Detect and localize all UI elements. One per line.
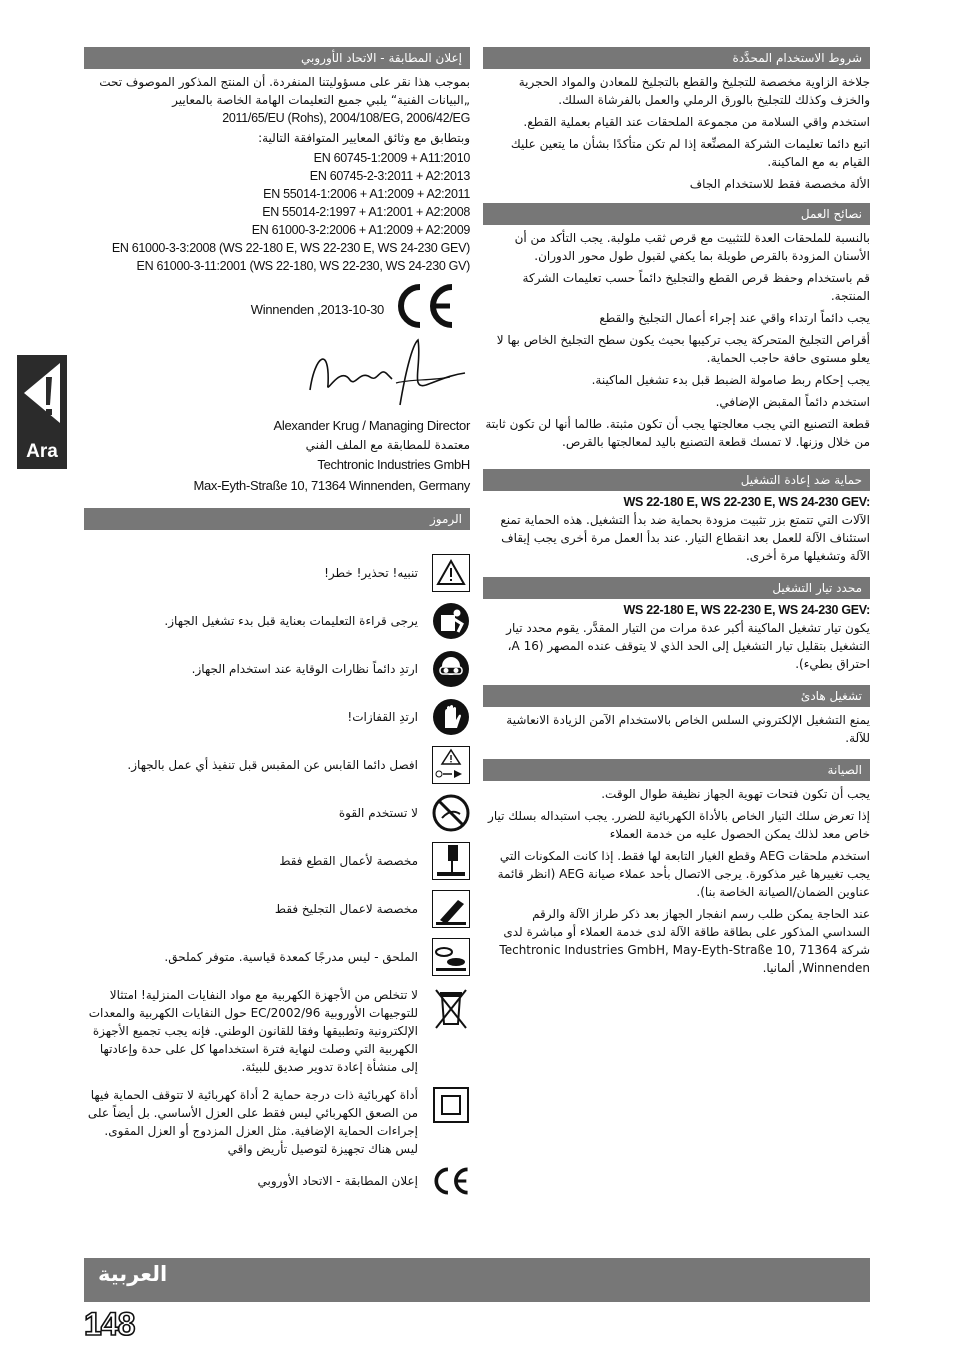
symbol-text: لا تستخدم القوة: [338, 806, 418, 820]
symbol-row: [84, 1162, 470, 1200]
safety-goggles-icon: [432, 650, 470, 688]
soft-start-text: يمنع التشغيل الإلكتروني السلس الخاص بالاستخدام الآمن الزيادة الانعاشية للآلة.: [506, 713, 870, 745]
maintenance-para: عند الحاجة يمكن طلب رسم انفجار الجهاز بعد ذكر طراز الآلة والرقم السداسي المذكور على بطاقة طاقة الآلة لدى خدمة العملاء أو مباشرة لدى شركة Techtronic Industries GmbH, May-Eyth-Straße 10, 71364 Winnenden, ألمانيا.: [499, 907, 870, 975]
work-tip: قطعة التصنيع التي يجب معالجتها يجب أن تكون مثبتة. طالما أنها لن تكون ثابتة من خلال وزنها. لا تمسك قطعة التصنيع باليد لمعالجتها بالقرص.: [485, 417, 870, 449]
intended-use-header: شروط الاستخدام المحدَّدة: [483, 47, 870, 69]
maintenance-para: يجب أن تكون فتحات تهوية الجهاز نظيفة طوال الوقت.: [601, 787, 870, 801]
work-tips-header: نصائح العمل: [483, 203, 870, 225]
intended-use-para: جلاخة الزاوية مخصصة للتجليخ والقطع بالتجليخ للمعادن والمواد الحجرية والخزف وكذلك للتجليخ بالورق الرملي والعمل بالفرشاة السلك.: [518, 75, 870, 107]
current-limiter-header: محدد تيار التشغيل: [483, 577, 870, 599]
right-column: [483, 47, 870, 977]
restart-models: WS 22-180 E, WS 22-230 E, WS 24-230 GEV:: [623, 495, 870, 509]
current-limiter-text: يكون تيار تشغيل الماكينة أكبر عدة مرات من التيار المقدَّر. يقوم محدد تيار التشغيل بتقليل تيار التشغيل إلى الحد الذي لا يتوقف عنده المصهر (16 A، احتراق بطيء).: [506, 621, 870, 671]
work-tip: يجب إحكام ربط صامولة الضبط قبل بدء تشغيل الماكينة.: [591, 373, 870, 387]
ce-mark-icon: [394, 283, 456, 329]
declaration-intro: بموجب هذا نقر على مسؤوليتنا المنفردة. أن المنتج المذكور الموصوف تحت „البيانات الفنية“ يلبي جميع التعليمات الهامة الخاصة بالمعايير: [99, 75, 470, 107]
symbol-row: [84, 1086, 470, 1158]
symbol-row: [84, 602, 470, 640]
symbol-text: تنبيه! تحذير! خطر!: [324, 566, 418, 580]
symbol-text: لا تتخلص من الأجهزة الكهربية مع مواد النفايات المنزلية! امتثالا للتوجيهات الأوروبية EC/2002/96 حول النفايات الكهربية والمعدات الإلكترونية وتطبيقها وفقا للقانون الوطني. فإنه يجب تجميع الأجهزة الكهربية التي وصلت لنهاية فترة استخدامها كل على حدة وإعادتها إلى منشأة إعادة تدوير صديق للبيئة.: [88, 988, 418, 1074]
symbol-text: أداة كهربائية ذات درجة حماية 2 أداة كهربائية لا تتوقف الحماية فيها من الصعق الكهربائي ليس فقط على العزل الأساسي. بل أيضاً على إجراءات الحماية الإضافية. مثل العزل المزدوج أو العزل المقوى. ليس هناك تجهيزة لتوصيل تأريض واقي: [87, 1088, 418, 1156]
ce-mark-icon: [432, 1162, 470, 1200]
soft-start-header: تشغيل هادئ: [483, 685, 870, 707]
company-address: Max-Eyth-Straße 10, 71364 Winnenden, Germany: [193, 478, 470, 493]
declaration-directives: 2011/65/EU (Rohs), 2004/108/EG, 2006/42/EG: [222, 111, 470, 125]
read-manual-icon: [432, 602, 470, 640]
class-ii-icon: [432, 1086, 470, 1124]
symbol-text: إعلان المطابقة - الاتحاد الأوروبي: [257, 1174, 418, 1188]
standards-list: [84, 149, 470, 275]
symbol-row: [84, 842, 470, 880]
grinding-only-icon: [432, 890, 470, 928]
symbol-text: الملحق - ليس مدرجًا كمعدة قياسية. متوفر كملحق.: [164, 950, 418, 964]
intended-use-para: اتبع دائما تعليمات الشركة المصنِّعة إذا لم تكن متأكدًا بشأن ما يتعين عليك القيام به مع الماكينة.: [510, 137, 870, 169]
standard-item: EN 61000-3-3:2008 (WS 22-180 E, WS 22-230 E, WS 24-230 GEV): [111, 241, 470, 255]
restart-text: الآلات التي تتمتع بزر تثبيت مزودة بحماية ضد بدأ التشغيل. هذه الحماية تمنع استئناف الآلة للعمل بعد انقطاع التيار. عند بدأ العمل مرة أخرى يجب إيقاف الآلة وتشغيلها مرة أخرى.: [500, 513, 870, 563]
maintenance-para: إذا تعرض سلك التيار الخاص بالأداة الكهربائية للضرر. يجب استبداله بسلك تيار خاص معد لذلك يمكن الحصول عليه من خدمة العملاء: [488, 809, 870, 841]
symbol-row: [84, 890, 470, 928]
work-tip: يجب دائماً ارتداء واقي عند إجراء أعمال التجليخ والقطع: [599, 311, 870, 325]
symbol-row: [84, 794, 470, 832]
standard-item: EN 55014-1:2006 + A1:2009 + A2:2011: [263, 187, 470, 201]
symbol-text: ارتدِ دائماً نظارات الوقاية عند استخدام الجهاز.: [191, 662, 418, 676]
standard-item: EN 60745-1:2009 + A11:2010: [313, 151, 470, 165]
symbol-row: [84, 554, 470, 592]
warning-exclamation-icon: [22, 361, 62, 425]
side-tab-label: Ara: [26, 441, 58, 462]
intended-use-para: الألة مخصصة فقط للاستخدام الجاف: [689, 177, 870, 191]
work-tip: بالنسبة للملحقات العدة للتثبيت مع قرص ثقب ملولبة. يجب التأكد من أن الأسنان المزودة بالقرص طويلة بما يكفي لقبول طول محور الدوران.: [514, 231, 870, 263]
unplug-icon: [432, 746, 470, 784]
work-tip: استخدم دائماً المقبض الإضافي.: [715, 395, 870, 409]
page-number: 148: [84, 1306, 135, 1342]
symbol-text: ارتدِ القفازات!: [347, 710, 418, 724]
maintenance-para: استخدم ملحقات AEG وقطع الغيار التابعة لها فقط. إذا كانت المكونات التي يجب تغييرها غير مذكورة. يرجى الاتصال بأحد عملاء صيانة AEG (انظر قائمة عناوين الضمان/الصيانة الخاصة بنا).: [497, 849, 870, 899]
symbol-row: [84, 746, 470, 784]
symbol-text: افصل دائما القابس عن المقبس قبل تنفيذ أي عمل بالجهاز.: [127, 758, 418, 772]
intended-use-para: استخدم واقي السلامة من مجموعة الملحقات عند القيام بعملية القطع.: [523, 115, 870, 129]
current-limiter-models: WS 22-180 E, WS 22-230 E, WS 24-230 GEV:: [623, 603, 870, 617]
symbol-row: [84, 698, 470, 736]
standard-item: EN 61000-3-11:2001 (WS 22-180, WS 22-230, WS 24-230 GV): [136, 259, 470, 273]
symbol-text: يرجى قراءة التعليمات بعناية قبل بدء تشغيل الجهاز.: [164, 614, 418, 628]
symbols-header: الرموز: [84, 508, 470, 530]
declaration-header: إعلان المطابقة - الاتحاد الأوروبي: [84, 47, 470, 69]
gloves-icon: [432, 698, 470, 736]
cutting-only-icon: [432, 842, 470, 880]
symbol-text: مخصصة لأعمال القطع فقط: [279, 854, 418, 868]
weee-bin-icon: [432, 986, 470, 1030]
language-side-tab: [17, 355, 67, 469]
signatory-name: Alexander Krug / Managing Director: [273, 418, 470, 433]
symbol-row: [84, 986, 470, 1076]
declaration-standards-intro: وبتطابق مع وثائق المعايير المتوافقة التالية:: [258, 131, 470, 145]
restart-protection-header: حماية ضد إعادة التشغيل: [483, 469, 870, 491]
authorized-doc: معتمدة للمطابقة مع الملف الفني: [305, 438, 470, 452]
warning-triangle-icon: [432, 554, 470, 592]
no-force-icon: [432, 794, 470, 832]
work-tip: قم باستخدام وحفظ قرص القطع والتجليخ دائماً حسب تعليمات الشركة المنتجة.: [522, 271, 870, 303]
footer-language-bar: [84, 1258, 870, 1302]
standard-item: EN 60745-2-3:2011 + A2:2013: [309, 169, 470, 183]
accessory-icon: [432, 938, 470, 976]
standard-item: EN 61000-3-2:2006 + A1:2009 + A2:2009: [251, 223, 470, 237]
maintenance-header: الصيانة: [483, 759, 870, 781]
work-tip: أقراص التجليخ المتحركة يجب تركيبها بحيث يكون سطح التجليخ الخاص بها لا يعلو مستوى حافة حاجب الحماية.: [496, 333, 870, 365]
company-name: Techtronic Industries GmbH: [317, 457, 470, 472]
symbol-text: مخصصة لاعمال التجليخ فقط: [274, 902, 418, 916]
footer-language: العربية: [98, 1262, 168, 1286]
symbol-row: [84, 650, 470, 688]
ce-date-block: [84, 283, 470, 335]
left-column: [84, 47, 470, 1200]
declaration-date: Winnenden ,2013-10-30: [250, 302, 384, 317]
symbol-row: [84, 938, 470, 976]
signature-icon: [300, 335, 470, 415]
standard-item: EN 55014-2:1997 + A1:2001 + A2:2008: [262, 205, 470, 219]
signature: [84, 335, 470, 415]
